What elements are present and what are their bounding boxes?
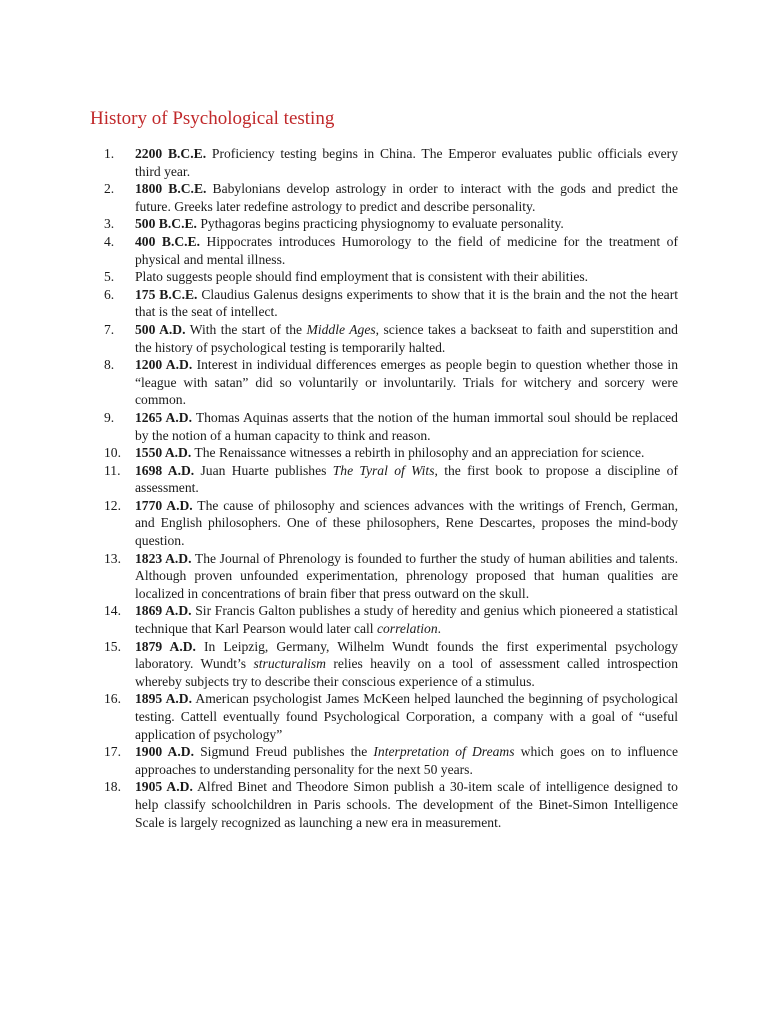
item-text: Hippocrates introduces Humorology to the field of medicine for the treatment of physical and mental illness. [135, 233, 678, 267]
list-item [0, 215, 678, 233]
list-item [0, 233, 678, 268]
item-number: 14. [104, 603, 121, 619]
list-item [0, 356, 678, 409]
item-number: 12. [104, 497, 121, 513]
item-text-after: which goes on to influence approaches to understanding personality for the next 50 years. [135, 744, 678, 777]
item-date: 1900 A.D. [135, 744, 194, 760]
item-number: 4. [104, 233, 115, 249]
item-number: 9. [104, 409, 115, 425]
item-text-after: , the first book to propose a discipline of assessment. [135, 462, 678, 496]
list-item [0, 444, 678, 462]
item-emphasis: Middle Ages [306, 321, 376, 337]
item-date: 2200 B.C.E. [135, 146, 207, 161]
item-date: 500 B.C.E. [135, 216, 197, 232]
list-item [0, 690, 678, 743]
list-item [0, 602, 678, 637]
timeline-list [0, 145, 768, 831]
item-text: American psychologist James McKeen helped launched the beginning of psychological testing. Cattell eventually found Psychological Corporation, a company with a goal of “useful application of psychology” [135, 691, 678, 742]
item-date: 175 B.C.E. [135, 286, 198, 302]
list-item [0, 180, 678, 215]
item-number: 11. [104, 462, 121, 478]
item-emphasis: structuralism [253, 656, 326, 672]
item-date: 1770 A.D. [135, 497, 193, 513]
item-text: Babylonians develop astrology in order to interact with the gods and predict the future. Greeks later redefine astrology to predict and describe personality. [135, 181, 679, 214]
item-text: Proficiency testing begins in China. The Emperor evaluates public officials every third year. [135, 146, 679, 179]
list-item [0, 145, 678, 180]
item-text: With the start of the [185, 321, 307, 337]
item-date: 1905 A.D. [135, 779, 193, 795]
item-text: Claudius Galenus designs experiments to show that it is the brain and the not the heart that is the seat of intellect. [135, 286, 679, 320]
item-text: The Renaissance witnesses a rebirth in philosophy and an appreciation for science. [191, 445, 645, 461]
item-date: 1800 B.C.E. [135, 181, 207, 197]
item-number: 13. [104, 550, 121, 566]
item-text-after: , science takes a backseat to faith and superstition and the history of psychological testing is temporarily halted. [135, 321, 678, 355]
item-text: The Journal of Phrenology is founded to further the study of human abilities and talents. Although proven unfounded experimentation, phrenology proposed that human qualities are localized in concentrations of brain fiber that press outward on the skull. [135, 550, 678, 601]
item-text: Juan Huarte publishes [194, 462, 333, 478]
item-date: 1879 A.D. [135, 638, 196, 654]
list-item [0, 497, 678, 550]
item-number: 6. [104, 286, 115, 302]
item-text-after: . [437, 621, 442, 637]
item-text: Alfred Binet and Theodore Simon publish a 30-item scale of intelligence designed to help classify schoolchildren in Paris schools. The development of the Binet-Simon Intelligence Scale is largely recognized as launching a new era in measurement. [135, 779, 678, 830]
item-number: 5. [104, 269, 115, 285]
item-number: 17. [104, 744, 121, 760]
item-number: 7. [104, 321, 115, 337]
item-date: 1550 A.D. [135, 445, 192, 461]
item-date: 1200 A.D. [135, 357, 193, 373]
item-date: 400 B.C.E. [135, 233, 201, 249]
list-item [0, 321, 678, 356]
item-number: 3. [104, 216, 115, 232]
item-text-after: relies heavily on a tool of assessment called introspection whereby subjects try to describe their conscious experience of a stimulus. [135, 656, 679, 689]
item-text: Sigmund Freud publishes the [194, 744, 374, 760]
item-number: 18. [104, 779, 121, 795]
item-number: 15. [104, 638, 121, 654]
item-date: 1895 A.D. [135, 691, 192, 707]
item-text: The cause of philosophy and sciences advances with the writings of French, German, and English philosophers. One of these philosophers, Rene Descartes, proposes the mind-body question. [135, 497, 678, 549]
item-date: 500 A.D. [135, 321, 186, 337]
item-date: 1265 A.D. [135, 409, 192, 425]
list-item [0, 743, 678, 778]
item-emphasis: Interpretation of Dreams [373, 744, 515, 760]
list-item [0, 778, 678, 831]
item-date: 1698 A.D. [135, 462, 195, 478]
list-item [0, 638, 678, 691]
item-text: Sir Francis Galton publishes a study of heredity and genius which pioneered a statistical technique that Karl Pearson would later call [135, 603, 678, 637]
list-item [0, 268, 678, 286]
list-item [0, 462, 678, 497]
list-item [0, 550, 678, 603]
list-item [0, 409, 678, 444]
item-number: 10. [104, 445, 121, 461]
item-text: Thomas Aquinas asserts that the notion of the human immortal soul should be replaced by the notion of a human capacity to think and reason. [135, 409, 678, 443]
item-number: 2. [104, 181, 115, 197]
list-item [0, 286, 678, 321]
item-number: 8. [104, 357, 115, 373]
item-date: 1869 A.D. [135, 603, 192, 619]
page-title: History of Psychological testing [90, 108, 335, 129]
item-date: 1823 A.D. [135, 550, 192, 566]
item-number: 1. [104, 146, 115, 161]
item-number: 16. [104, 691, 121, 707]
item-text: Plato suggests people should find employment that is consistent with their abilities. [135, 269, 589, 285]
item-text: Interest in individual differences emerges as people begin to question whether those in “league with satan” did so voluntarily or involuntarily. Trials for witchery and sorcery were common. [135, 357, 678, 408]
item-emphasis: correlation [376, 621, 438, 637]
item-text: In Leipzig, Germany, Wilhelm Wundt founds the first experimental psychology laboratory. Wundt’s [135, 638, 678, 672]
item-emphasis: The Tyral of Wits [332, 462, 435, 478]
item-text: Pythagoras begins practicing physiognomy to evaluate personality. [196, 216, 564, 232]
